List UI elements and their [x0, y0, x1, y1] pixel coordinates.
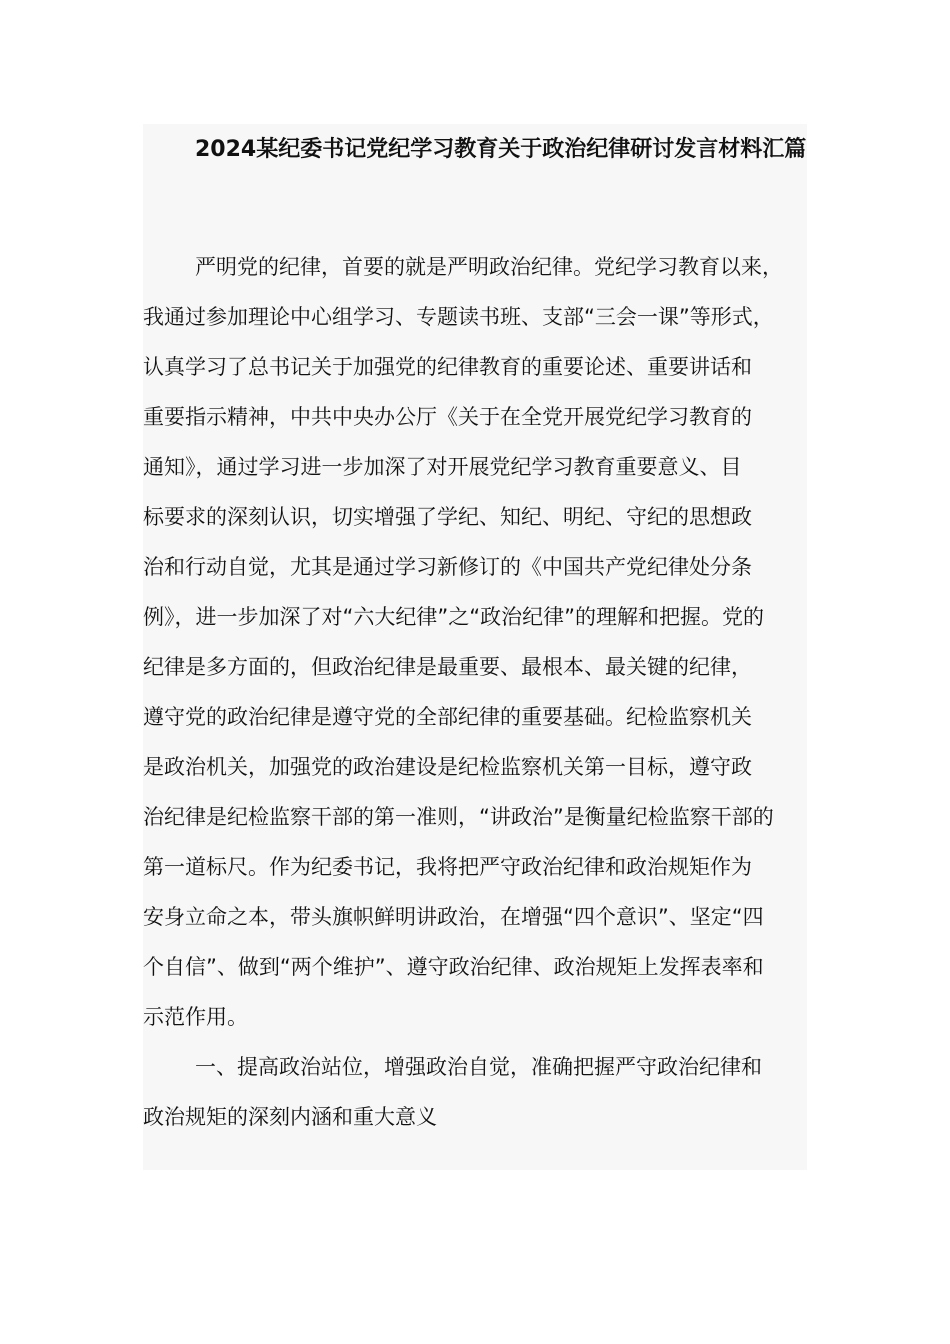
text-line: 通知》，通过学习进一步加深了对开展党纪学习教育重要意义、目 [143, 455, 742, 479]
document-title: 2024某纪委书记党纪学习教育关于政治纪律研讨发言材料汇篇 [195, 137, 807, 162]
text-line: 安身立命之本，带头旗帜鲜明讲政治，在增强“四个意识”、坚定“四 [143, 905, 764, 929]
text-line: 认真学习了总书记关于加强党的纪律教育的重要论述、重要讲话和 [143, 355, 752, 379]
text-line: 例》，进一步加深了对“六大纪律”之“政治纪律”的理解和把握。党的 [143, 605, 765, 629]
text-line: 标要求的深刻认识，切实增强了学纪、知纪、明纪、守纪的思想政 [143, 505, 752, 529]
text-line: 遵守党的政治纪律是遵守党的全部纪律的重要基础。纪检监察机关 [143, 705, 752, 729]
text-line: 示范作用。 [143, 1005, 248, 1029]
text-line: 一、提高政治站位，增强政治自觉，准确把握严守政治纪律和 [195, 1055, 762, 1079]
paragraph-intro [143, 242, 823, 1042]
text-line: 第一道标尺。作为纪委书记，我将把严守政治纪律和政治规矩作为 [143, 855, 752, 879]
document-body [143, 124, 823, 1142]
text-line: 政治规矩的深刻内涵和重大意义 [143, 1105, 437, 1129]
text-line: 个自信”、做到“两个维护”、遵守政治纪律、政治规矩上发挥表率和 [143, 955, 764, 979]
text-line: 重要指示精神，中共中央办公厅《关于在全党开展党纪学习教育的 [143, 405, 752, 429]
section-heading-1 [143, 1042, 823, 1142]
text-line: 我通过参加理论中心组学习、专题读书班、支部“三会一课”等形式， [143, 305, 774, 329]
text-line: 治和行动自觉，尤其是通过学习新修订的《中国共产党纪律处分条 [143, 555, 752, 579]
text-line: 纪律是多方面的，但政治纪律是最重要、最根本、最关键的纪律， [143, 655, 752, 679]
text-line: 严明党的纪律，首要的就是严明政治纪律。党纪学习教育以来， [195, 255, 783, 279]
text-line: 治纪律是纪检监察干部的第一准则，“讲政治”是衡量纪检监察干部的 [143, 805, 774, 829]
text-line: 是政治机关，加强党的政治建设是纪检监察机关第一目标，遵守政 [143, 755, 752, 779]
